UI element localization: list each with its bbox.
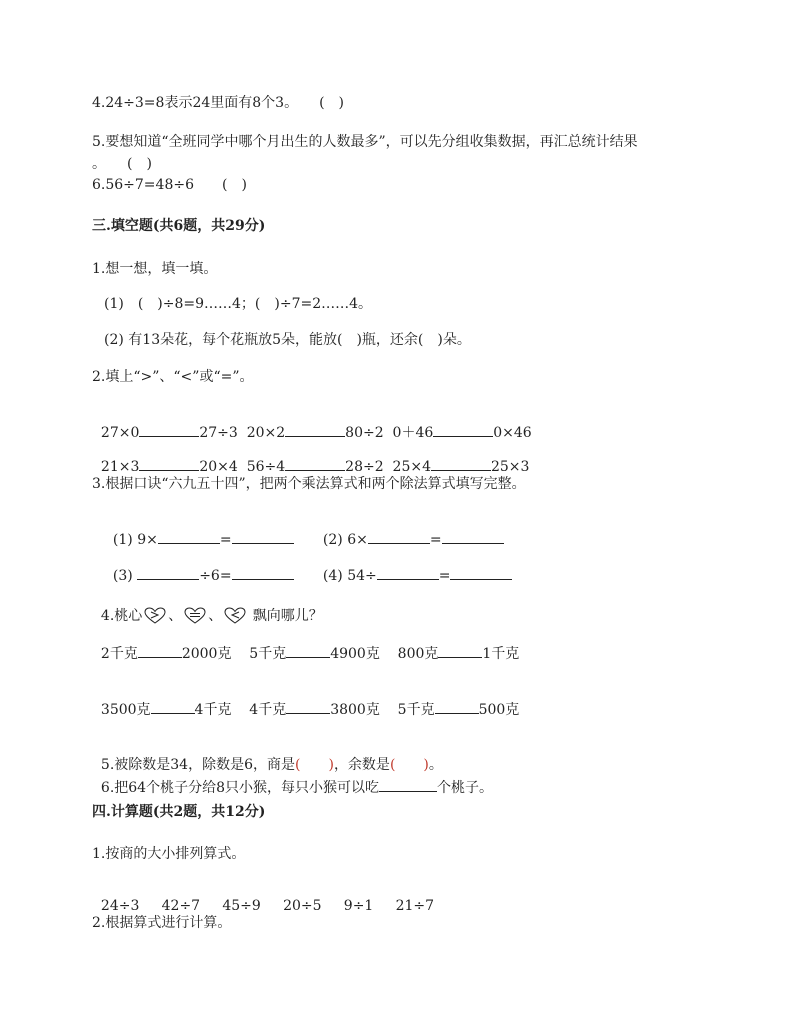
equals-sign: = [219, 532, 232, 548]
compare-right: 25×3 [490, 459, 530, 475]
answer-blank[interactable] [139, 457, 199, 471]
answer-blank[interactable] [138, 644, 182, 658]
s4-q1-expressions [92, 879, 434, 915]
expr-part: 6× [347, 532, 368, 548]
expression: 45÷9 [222, 898, 261, 914]
expression: 21÷7 [395, 898, 435, 914]
section4-title: 四.计算题(共2题，共12分) [92, 804, 266, 820]
weight-right: 4900克 [330, 646, 380, 662]
expr-part: ÷6= [199, 568, 232, 584]
weight-left: 2千克 [100, 646, 138, 662]
compare-right: 20×4 [199, 459, 238, 475]
expression: 24÷3 [100, 898, 140, 914]
compare-left: 20×2 [246, 425, 286, 441]
s3-q3-item-3 [104, 548, 294, 585]
answer-blank[interactable] [433, 423, 493, 437]
compare-right: 0×46 [493, 425, 532, 441]
compare-left: 21×3 [100, 459, 140, 475]
compare-left: 25×4 [392, 459, 431, 475]
compare-right: 27÷3 [199, 425, 238, 441]
answer-blank[interactable] [442, 530, 504, 544]
question-text: 4.桃心 [100, 608, 143, 624]
compare-left: 0＋46 [392, 425, 434, 441]
question-text: 5.被除数是34，除数是6，商是 [100, 757, 295, 773]
answer-blank[interactable] [158, 530, 220, 544]
separator: 、 [208, 608, 223, 624]
answer-blank[interactable] [377, 566, 439, 580]
compare-row-1 [92, 405, 532, 442]
s4-q2-title: 2.根据算式进行计算。 [92, 915, 232, 931]
answer-blank[interactable] [139, 423, 199, 437]
expression: 42÷7 [161, 898, 201, 914]
weight-left: 800克 [397, 646, 439, 662]
question-text: 。 [428, 757, 443, 773]
compare-left: 27×0 [100, 425, 140, 441]
heart-equal-icon [184, 607, 206, 625]
heart-greater-icon [144, 607, 166, 625]
equals-sign: = [438, 568, 451, 584]
answer-blank[interactable] [232, 530, 294, 544]
weight-row-2 [92, 682, 519, 719]
expression: 20÷5 [283, 898, 322, 914]
expression: 9÷1 [343, 898, 374, 914]
separator: 、 [168, 608, 183, 624]
judge-q5-line1: 5.要想知道“全班同学中哪个月出生的人数最多”，可以先分组收集数据，再汇总统计结果 [92, 134, 638, 150]
section3-title: 三.填空题(共6题，共29分) [92, 218, 266, 234]
answer-blank[interactable] [368, 530, 430, 544]
answer-blank[interactable] [285, 457, 345, 471]
s3-q6 [92, 760, 493, 797]
answer-blank[interactable] [435, 700, 479, 714]
answer-blank[interactable] [286, 644, 330, 658]
item-number: (1) [112, 532, 133, 548]
weight-right: 3800克 [330, 702, 380, 718]
s4-q1-title: 1.按商的大小排列算式。 [92, 846, 246, 862]
compare-right: 28÷2 [345, 459, 384, 475]
compare-left: 56÷4 [246, 459, 286, 475]
answer-parentheses[interactable]: ( ) [295, 757, 334, 773]
weight-right: 4千克 [194, 702, 232, 718]
s3-q1-part2: (2) 有13朵花，每个花瓶放5朵，能放( )瓶，还余( )朵。 [104, 332, 471, 348]
answer-blank[interactable] [137, 566, 199, 580]
s3-q2-title: 2.填上“>”、“<”或“=”。 [92, 369, 254, 385]
answer-blank[interactable] [285, 423, 345, 437]
weight-left: 4千克 [249, 702, 287, 718]
equals-sign: = [429, 532, 442, 548]
question-text: ，余数是 [333, 757, 390, 773]
question-text: 飘向哪儿？ [252, 608, 323, 624]
s3-q1-title: 1.想一想，填一填。 [92, 261, 218, 277]
answer-blank[interactable] [379, 778, 437, 792]
weight-right: 1千克 [482, 646, 520, 662]
s3-q3-item-4 [314, 548, 512, 585]
item-number: (3) [112, 568, 133, 584]
s3-q3-item-1 [104, 512, 294, 549]
answer-blank[interactable] [438, 644, 482, 658]
weight-left: 5千克 [397, 702, 435, 718]
judge-q6: 6.56÷7=48÷6 ( ) [92, 177, 247, 193]
answer-blank[interactable] [431, 457, 491, 471]
answer-blank[interactable] [286, 700, 330, 714]
item-number: (2) [322, 532, 343, 548]
question-text: 6.把64个桃子分给8只小猴，每只小猴可以吃 [100, 780, 379, 796]
question-text: 个桃子。 [436, 780, 493, 796]
judge-q4: 4.24÷3=8表示24里面有8个3。 ( ) [92, 95, 344, 111]
weight-left: 3500克 [100, 702, 151, 718]
expr-part: 54÷ [347, 568, 377, 584]
judge-q5-line2: 。 ( ) [92, 156, 152, 172]
answer-blank[interactable] [450, 566, 512, 580]
item-number: (4) [322, 568, 343, 584]
s3-q4-title [92, 589, 323, 625]
answer-parentheses[interactable]: ( ) [389, 757, 429, 773]
answer-blank[interactable] [151, 700, 195, 714]
heart-less-icon [224, 607, 246, 625]
s3-q3-title: 3.根据口诀“六九五十四”，把两个乘法算式和两个除法算式填写完整。 [92, 476, 526, 492]
answer-blank[interactable] [232, 566, 294, 580]
weight-row-1 [92, 626, 519, 663]
compare-right: 80÷2 [345, 425, 384, 441]
expr-part: 9× [137, 532, 158, 548]
s3-q3-item-2 [314, 512, 504, 549]
weight-right: 500克 [478, 702, 520, 718]
compare-row-2 [92, 439, 529, 476]
weight-right: 2000克 [181, 646, 232, 662]
weight-left: 5千克 [249, 646, 287, 662]
s3-q1-part1: (1) ( )÷8=9……4；( )÷7=2……4。 [104, 296, 373, 312]
